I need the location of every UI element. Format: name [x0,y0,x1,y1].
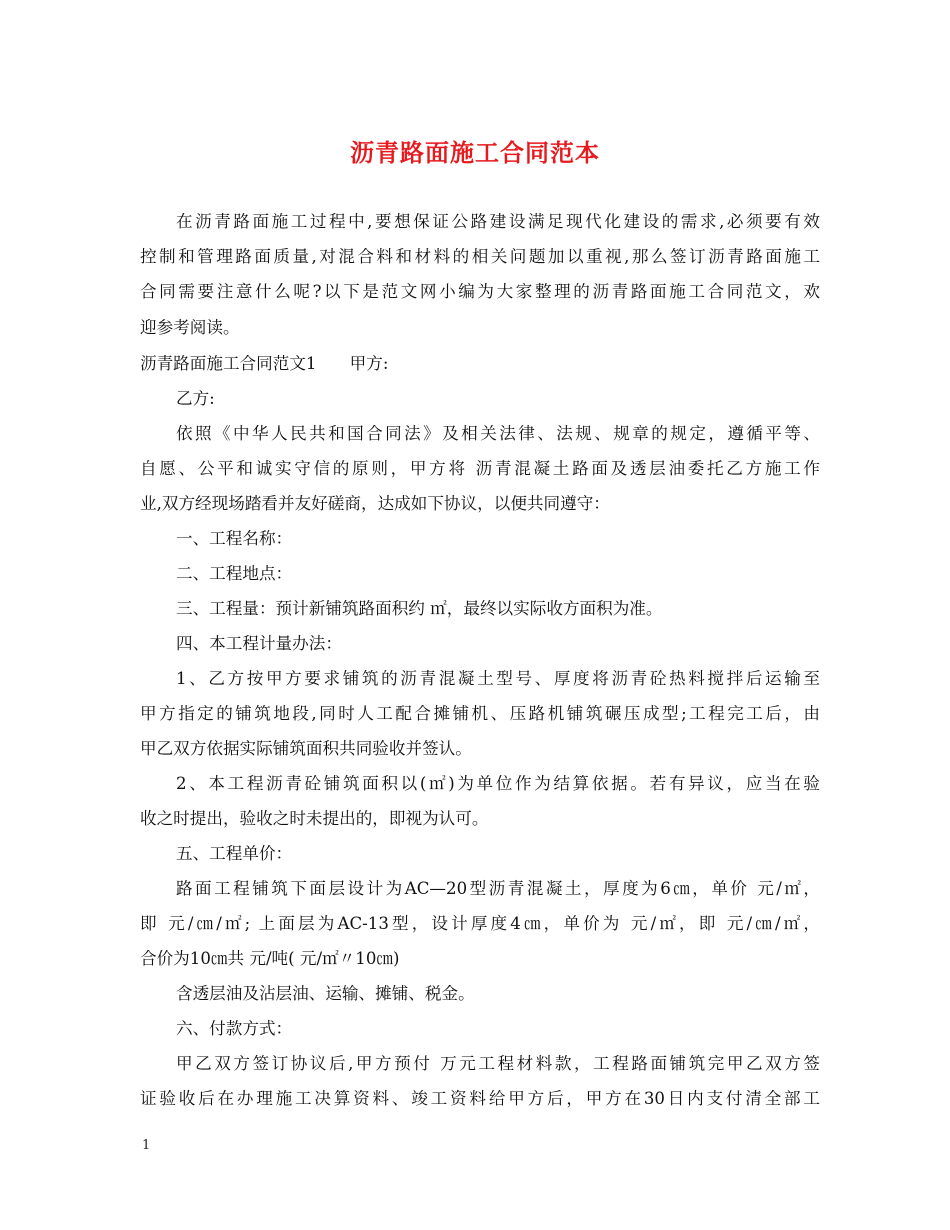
measurement-item-2-line-2: 收之时提出，验收之时未提出的，即视为认可。 [140,809,489,828]
section-unit-price: 五、工程单价： [176,844,293,863]
contract-heading: 沥青路面施工合同范文1 甲方: [140,354,389,373]
section-project-location: 二、工程地点： [176,564,293,583]
document-title: 沥青路面施工合同范本 [350,139,600,167]
intro-line-2: 控制和管理路面质量,对混合料和材料的相关问题加以重视,那么签订沥青路面施工 [140,247,820,266]
page-number: 1 [142,1138,151,1153]
unit-price-line-2: 即 元/㎝/㎡; 上面层为AC-13型，设计厚度4㎝，单价为 元/㎡，即 元/㎝/㎡， [140,914,820,933]
payment-line-2: 证验收后在办理施工决算资料、竣工资料给甲方后，甲方在30日内支付清全部工 [140,1089,820,1108]
intro-line-1: 在沥青路面施工过程中,要想保证公路建设满足现代化建设的需求,必须要有效 [176,212,820,231]
section-payment: 六、付款方式： [176,1019,293,1038]
measurement-item-2-line-1: 2、本工程沥青砼铺筑面积以(㎡)为单位作为结算依据。若有异议，应当在验 [176,774,820,793]
section-measurement: 四、本工程计量办法： [176,634,342,653]
measurement-item-1-line-1: 1、乙方按甲方要求铺筑的沥青混凝土型号、厚度将沥青砼热料搅拌后运输至 [176,669,820,688]
section-quantity: 三、工程量：预计新铺筑路面积约 ㎡，最终以实际收方面积为准。 [176,599,663,618]
measurement-item-1-line-2: 甲方指定的铺筑地段,同时人工配合摊铺机、压路机铺筑碾压成型;工程完工后，由 [140,704,820,723]
basis-line-3: 业,双方经现场踏看并友好磋商，达成如下协议，以便共同遵守： [140,494,610,513]
measurement-item-1-line-3: 甲乙双方依据实际铺筑面积共同验收并签认。 [140,739,472,758]
unit-price-line-4: 含透层油及沾层油、运输、摊铺、税金。 [176,984,475,1003]
intro-line-4: 迎参考阅读。 [140,318,240,337]
section-project-name: 一、工程名称： [176,529,293,548]
basis-line-1: 依照《中华人民共和国合同法》及相关法律、法规、规章的规定，遵循平等、 [176,424,820,443]
basis-line-2: 自愿、公平和诚实守信的原则，甲方将 沥青混凝土路面及透层油委托乙方施工作 [140,459,820,478]
unit-price-line-1: 路面工程铺筑下面层设计为AC—20型沥青混凝土，厚度为6㎝，单价 元/㎡， [176,879,820,898]
intro-line-3: 合同需要注意什么呢?以下是范文网小编为大家整理的沥青路面施工合同范文，欢 [140,282,820,301]
unit-price-line-3: 合价为10㎝共 元/吨( 元/㎡〃10㎝) [140,949,400,968]
payment-line-1: 甲乙双方签订协议后,甲方预付 万元工程材料款，工程路面铺筑完甲乙双方签 [176,1054,820,1073]
party-b-line: 乙方: [176,389,215,408]
